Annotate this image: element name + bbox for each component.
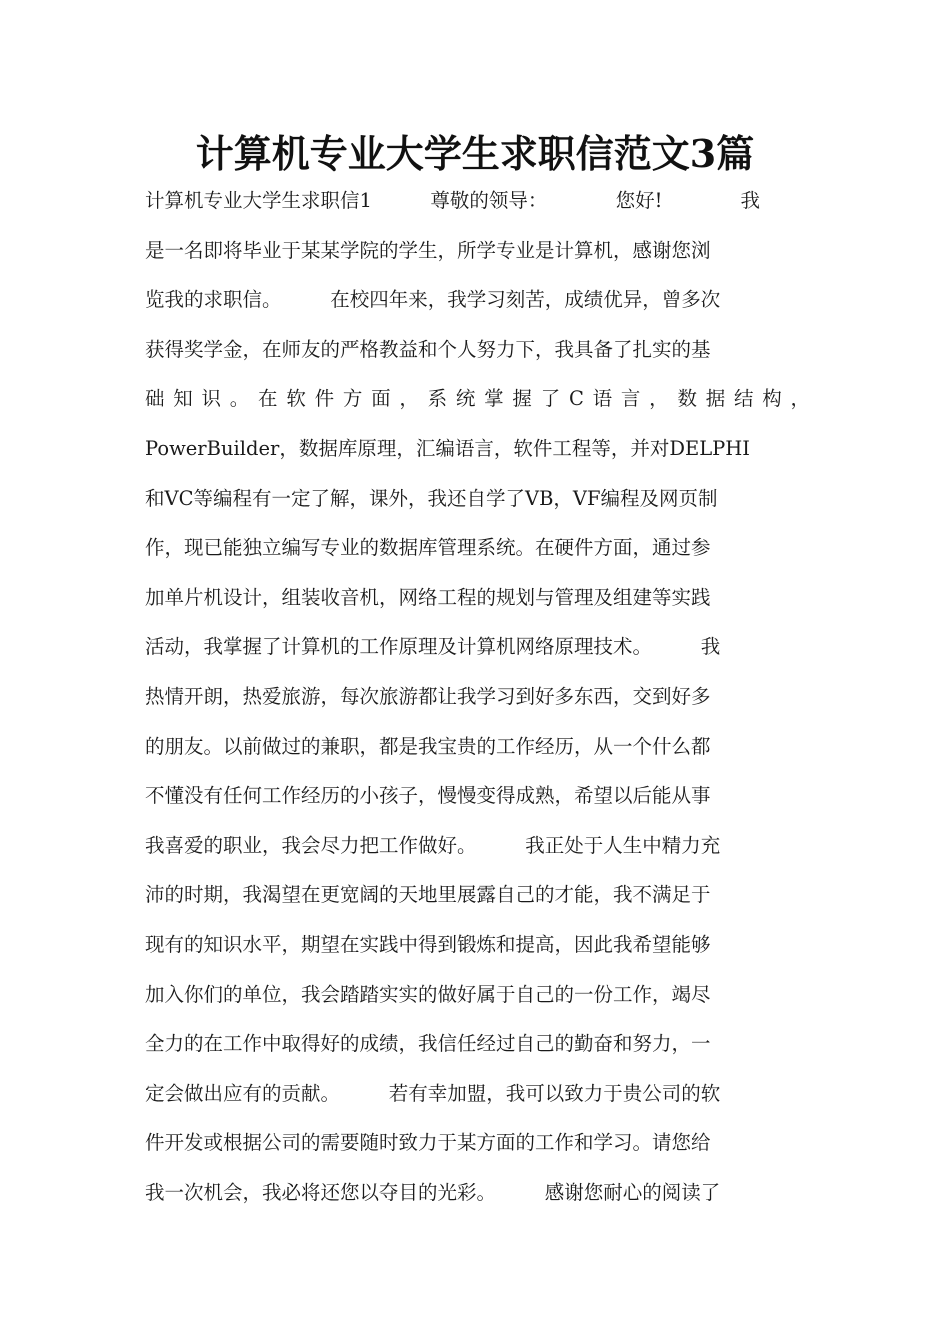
text-line: PowerBuilder，数据库原理，汇编语言，软件工程等，并对DELPHI (145, 436, 750, 460)
text-line: 础知识。在软件方面，系统掌握了C语言，数据结构， (145, 387, 810, 411)
text-line: 沛的时期，我渴望在更宽阔的天地里展露自己的才能，我不满足于 (145, 883, 711, 907)
text-line: 件开发或根据公司的需要随时致力于某方面的工作和学习。请您给 (145, 1131, 711, 1155)
text-line: 作，现已能独立编写专业的数据库管理系统。在硬件方面，通过参 (145, 536, 711, 560)
text-line: 我一次机会，我必将还您以夺目的光彩。 感谢您耐心的阅读了 (145, 1180, 721, 1204)
text-line: 定会做出应有的贡献。 若有幸加盟，我可以致力于贵公司的软 (145, 1081, 721, 1105)
letter-body (145, 176, 810, 1217)
text-line: 我喜爱的职业，我会尽力把工作做好。 我正处于人生中精力充 (145, 833, 721, 857)
text-line: 不懂没有任何工作经历的小孩子，慢慢变得成熟，希望以后能从事 (145, 784, 711, 808)
text-line: 加入你们的单位，我会踏踏实实的做好属于自己的一份工作，竭尽 (145, 982, 711, 1006)
text-line: 是一名即将毕业于某某学院的学生，所学专业是计算机，感谢您浏 (145, 238, 711, 262)
text-line: 和VC等编程有一定了解，课外，我还自学了VB，VF编程及网页制 (145, 486, 718, 510)
page-title: 计算机专业大学生求职信范文3篇 (195, 131, 755, 176)
text-line: 览我的求职信。 在校四年来，我学习刻苦，成绩优异，曾多次 (145, 288, 721, 312)
text-line: 获得奖学金，在师友的严格教益和个人努力下，我具备了扎实的基 (145, 337, 711, 361)
text-line: 全力的在工作中取得好的成绩，我信任经过自己的勤奋和努力，一 (145, 1032, 711, 1056)
text-line: 现有的知识水平，期望在实践中得到锻炼和提高，因此我希望能够 (145, 932, 711, 956)
text-line: 加单片机设计，组装收音机，网络工程的规划与管理及组建等实践 (145, 585, 711, 609)
text-line: 活动，我掌握了计算机的工作原理及计算机网络原理技术。 我 (145, 635, 721, 659)
text-line: 计算机专业大学生求职信1 尊敬的领导： 您好! 我 (145, 189, 760, 212)
text-line: 热情开朗，热爱旅游，每次旅游都让我学习到好多东西，交到好多 (145, 684, 711, 708)
text-line: 的朋友。以前做过的兼职，都是我宝贵的工作经历，从一个什么都 (145, 734, 711, 758)
